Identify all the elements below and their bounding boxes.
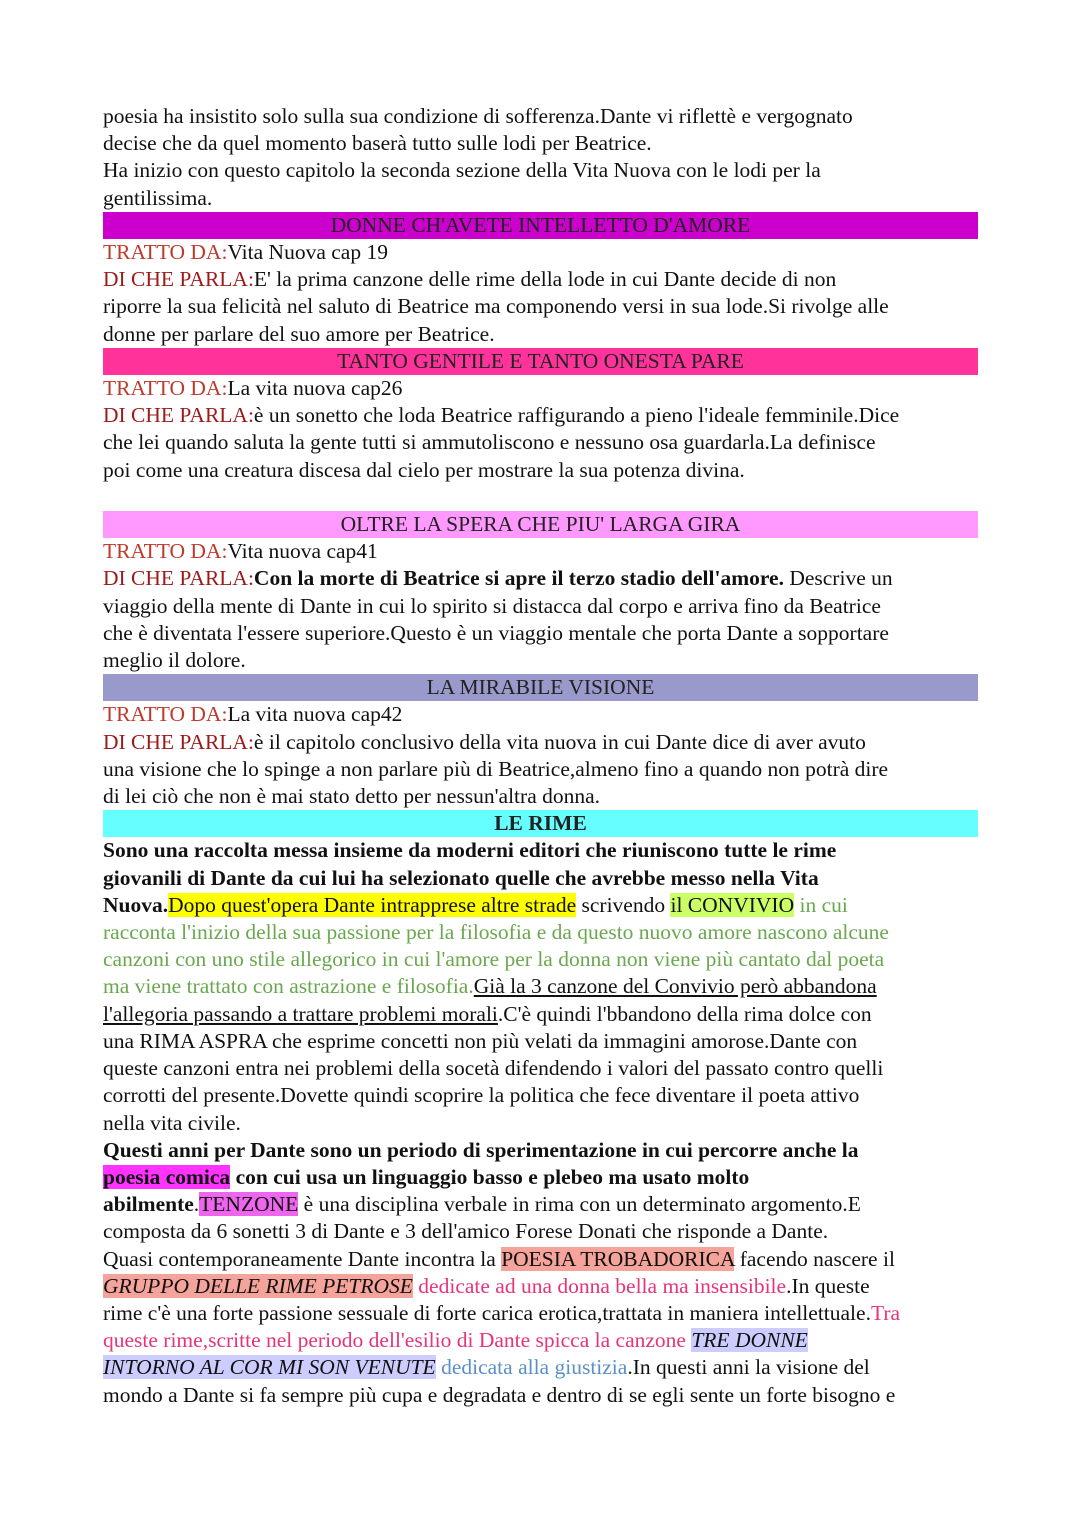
lavender-highlight: INTORNO AL COR MI SON VENUTE	[103, 1355, 436, 1380]
text-span: facendo nascere il	[734, 1246, 895, 1271]
text-line: composta da 6 sonetti 3 di Dante e 3 dell'amico Forese Donati che risponde a Dante.	[103, 1219, 829, 1244]
underlined-text: Già la 3 canzone del Convivio però abbandona	[473, 974, 877, 999]
tratto-label: TRATTO DA:	[103, 240, 228, 265]
pink-text: dedicate ad una donna bella ma insensibile	[412, 1273, 787, 1298]
green-text: in cui	[794, 892, 848, 917]
text-line: mondo a Dante si fa sempre più cupa e degradata e dentro di se egli sente un forte bisogno e	[103, 1382, 896, 1407]
text-line: che lei quando saluta la gente tutti si ammutoliscono e nessuno osa guardarla.La definisce	[103, 430, 876, 455]
text-line	[103, 1001, 978, 1028]
text-span: Quasi contemporaneamente Dante incontra la	[103, 1246, 502, 1271]
salmon-highlight: GRUPPO DELLE RIME PETROSE	[103, 1273, 413, 1298]
tratto-value: Vita Nuova cap 19	[227, 240, 388, 265]
text-span: .C'è quindi l'bbandono della rima dolce con	[497, 1001, 872, 1026]
text-span: rime c'è una forte passione sessuale di forte carica erotica,trattata in maniera intellettuale.	[103, 1300, 871, 1325]
parla-line	[103, 402, 978, 429]
text-line	[103, 1300, 978, 1327]
text-line: decise che da quel momento baserà tutto sulle lodi per Beatrice.	[103, 131, 652, 156]
tratto-label: TRATTO DA:	[103, 539, 228, 564]
text-line: viaggio della mente di Dante in cui lo spirito si distacca dal corpo e arriva fino da Beatrice	[103, 593, 881, 618]
text-line: una visione che lo spinge a non parlare più di Beatrice,almeno fino a quando non potrà dire	[103, 756, 889, 781]
tratto-value: La vita nuova cap26	[227, 376, 403, 401]
text-span: scrivendo	[576, 892, 671, 917]
parla-text: è il capitolo conclusivo della vita nuova in cui Dante dice di aver avuto	[253, 729, 866, 754]
parla-label: DI CHE PARLA:	[103, 403, 254, 428]
section-title-oltre-la-spera: OLTRE LA SPERA CHE PIU' LARGA GIRA	[103, 511, 978, 538]
pink-text: Tra	[870, 1300, 901, 1325]
text-line: racconta l'inizio della sua passione per la filosofia e da questo nuovo amore nascono alcune	[103, 920, 889, 945]
text-line: canzoni con uno stile allegorico in cui l'amore per la donna non viene più cantato dal poeta	[103, 947, 885, 972]
bold-text: abilmente	[103, 1192, 194, 1217]
parla-line	[103, 729, 978, 756]
intro-paragraph	[103, 103, 978, 212]
text-span: è una disciplina verbale in rima con un determinato argomento.E	[298, 1192, 861, 1217]
text-span: .In questi anni la visione del	[627, 1355, 870, 1380]
parla-label: DI CHE PARLA:	[103, 267, 254, 292]
text-line	[103, 1354, 978, 1381]
tratto-label: TRATTO DA:	[103, 376, 228, 401]
parla-text: Descrive un	[783, 566, 893, 591]
yellow-highlight: Dopo quest'opera Dante intrapprese altre strade	[168, 892, 577, 917]
text-line	[103, 1327, 978, 1354]
text-line: donne per parlare del suo amore per Beatrice.	[103, 321, 495, 346]
parla-label: DI CHE PARLA:	[103, 729, 254, 754]
text-line: meglio il dolore.	[103, 648, 246, 673]
pink-text: queste rime,scritte nel periodo dell'esilio di Dante spicca la canzone	[103, 1328, 692, 1353]
text-line: queste canzoni entra nei problemi della socetà difendendo i valori del passato contro quelli	[103, 1056, 884, 1081]
section-title-donne: DONNE CH'AVETE INTELLETTO D'AMORE	[103, 212, 978, 239]
lavender-highlight: TRE DONNE	[691, 1328, 808, 1353]
text-line: giovanili di Dante da cui lui ha selezionato quelle che avrebbe messo nella Vita	[103, 865, 819, 890]
tratto-value: La vita nuova cap42	[227, 702, 403, 727]
parla-line	[103, 266, 978, 293]
blank-line	[103, 484, 978, 511]
tratto-line	[103, 375, 978, 402]
magenta-highlight: TENZONE	[199, 1192, 299, 1217]
parla-bold-text: Con la morte di Beatrice si apre il terzo stadio dell'amore.	[253, 566, 784, 591]
text-line: nella vita civile.	[103, 1110, 241, 1135]
text-line	[103, 1164, 978, 1191]
text-line	[103, 892, 978, 919]
text-line	[103, 973, 978, 1000]
parla-label: DI CHE PARLA:	[103, 566, 254, 591]
text-span: .In queste	[786, 1273, 870, 1298]
text-line	[103, 1246, 978, 1273]
tratto-line	[103, 701, 978, 728]
text-line: Ha inizio con questo capitolo la seconda sezione della Vita Nuova con le lodi per la	[103, 158, 821, 183]
text-line: poi come una creatura discesa dal cielo per mostrare la sua potenza divina.	[103, 457, 745, 482]
text-line: corrotti del presente.Dovette quindi scoprire la politica che fece diventare il poeta attivo	[103, 1083, 860, 1108]
text-line	[103, 1273, 978, 1300]
document-page	[103, 103, 978, 1409]
tratto-value: Vita nuova cap41	[227, 539, 378, 564]
text-span: .	[193, 1192, 200, 1217]
magenta-highlight: poesia comica	[103, 1164, 231, 1189]
text-line: gentilissima.	[103, 185, 213, 210]
text-line: Sono una raccolta messa insieme da moderni editori che riuniscono tutte le rime	[103, 838, 837, 863]
parla-text: è un sonetto che loda Beatrice raffigurando a pieno l'ideale femminile.Dice	[253, 403, 900, 428]
salmon-highlight: POESIA TROBADORICA	[501, 1246, 735, 1271]
bold-text: Nuova.	[103, 892, 169, 917]
tratto-label: TRATTO DA:	[103, 702, 228, 727]
text-span: con cui usa un linguaggio basso e plebeo ma usato molto	[230, 1164, 750, 1189]
green-highlight: il CONVIVIO	[670, 892, 795, 917]
text-line: Questi anni per Dante sono un periodo di sperimentazione in cui percorre anche la	[103, 1137, 859, 1162]
parla-line	[103, 565, 978, 592]
section-title-tanto-gentile: TANTO GENTILE E TANTO ONESTA PARE	[103, 348, 978, 375]
text-line: che è diventata l'essere superiore.Questo è un viaggio mentale che porta Dante a sopportare	[103, 620, 889, 645]
section-title-mirabile-visione: LA MIRABILE VISIONE	[103, 674, 978, 701]
underlined-text: l'allegoria passando a trattare problemi morali	[103, 1001, 498, 1026]
section-title-le-rime: LE RIME	[103, 810, 978, 837]
text-line: una RIMA ASPRA che esprime concetti non più velati da immagini amorose.Dante con	[103, 1028, 858, 1053]
blue-text: dedicata alla giustizia	[435, 1355, 628, 1380]
tratto-line	[103, 538, 978, 565]
text-line	[103, 1191, 978, 1218]
text-line: riporre la sua felicità nel saluto di Beatrice ma componendo versi in sua lode.Si rivolge alle	[103, 294, 889, 319]
text-line: di lei ciò che non è mai stato detto per nessun'altra donna.	[103, 784, 601, 809]
green-text: ma viene trattato con astrazione e filosofia.	[103, 974, 474, 999]
parla-text: E' la prima canzone delle rime della lode in cui Dante decide di non	[253, 267, 837, 292]
tratto-line	[103, 239, 978, 266]
text-line: poesia ha insistito solo sulla sua condizione di sofferenza.Dante vi riflettè e vergognato	[103, 104, 853, 128]
